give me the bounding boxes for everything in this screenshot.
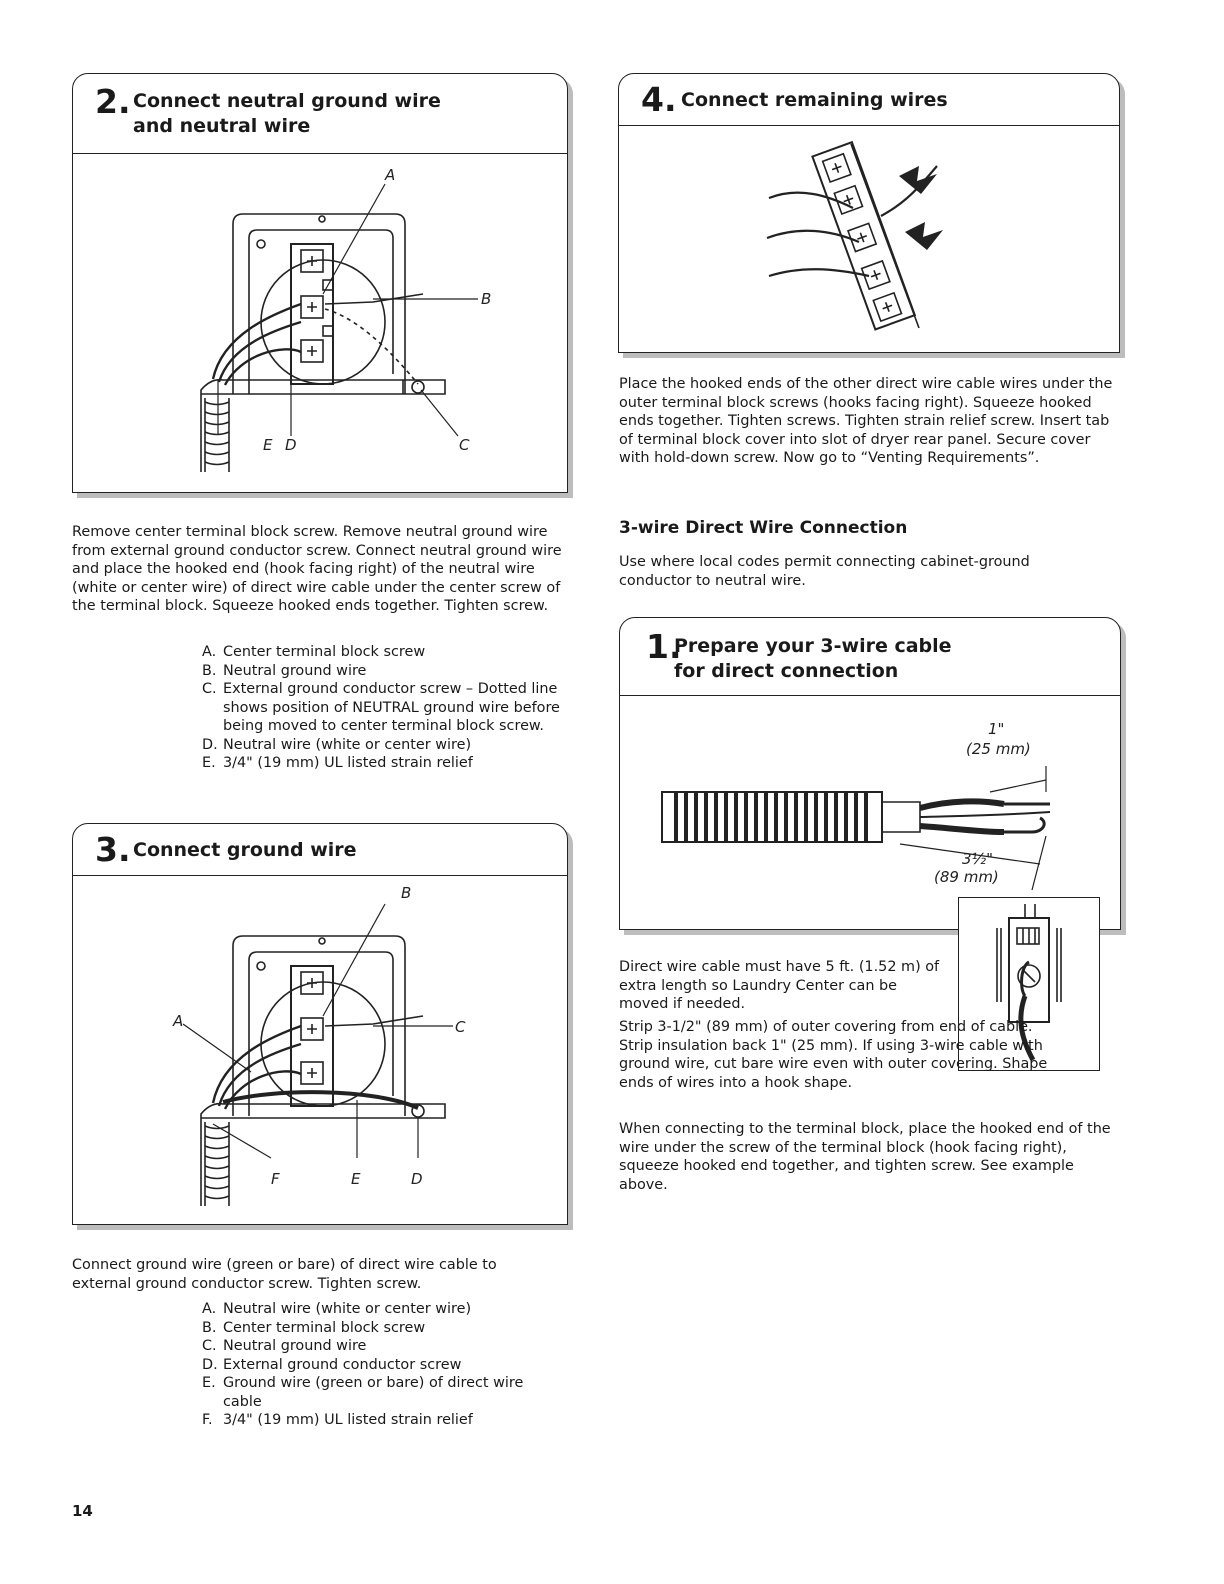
step2-header [73, 74, 567, 154]
step2-fig-label-d: D [285, 436, 297, 454]
legend-text: Neutral ground wire [223, 1338, 367, 1354]
step2-number: 2. [95, 82, 131, 121]
step3-fig-label-c: C [455, 1018, 466, 1036]
legend-item [202, 1337, 532, 1356]
legend-text: Neutral wire (white or center wire) [223, 1301, 472, 1317]
step4-panel [618, 73, 1120, 353]
legend-letter: F. [202, 1412, 213, 1428]
legend-item [202, 680, 570, 736]
step1-dim-small-in: 1" [988, 720, 1005, 738]
step3-panel [72, 823, 568, 1225]
legend-item [202, 1374, 532, 1411]
legend-text: 3/4" (19 mm) UL listed strain relief [223, 1412, 473, 1428]
legend-text: Neutral ground wire [223, 662, 367, 679]
legend-text: 3/4" (19 mm) UL listed strain relief [223, 755, 473, 771]
legend-letter: D. [202, 1356, 218, 1373]
step3-fig-label-d: D [411, 1170, 423, 1188]
step3-fig-label-e: E [351, 1170, 361, 1188]
legend-text: Center terminal block screw [223, 1319, 426, 1336]
three-wire-heading: 3-wire Direct Wire Connection [619, 518, 908, 538]
step3-body: Connect ground wire (green or bare) of direct wire cable to external ground conductor screw. Tighten screw. [72, 1257, 497, 1292]
legend-item [202, 1411, 532, 1430]
step3-legend [202, 1300, 532, 1430]
step1-header [620, 618, 1120, 696]
step3-fig-label-b: B [401, 884, 412, 902]
step3-fig-label-f: F [271, 1170, 280, 1188]
step2-panel [72, 73, 568, 493]
step2-fig-label-c: C [459, 436, 470, 454]
legend-letter: E. [202, 755, 216, 771]
step3-number: 3. [95, 830, 131, 869]
step2-fig-label-b: B [481, 290, 492, 308]
legend-letter: A. [202, 644, 217, 660]
step3-header [73, 824, 567, 876]
step3-figure [73, 876, 567, 1224]
step2-figure [73, 154, 567, 492]
legend-item [202, 736, 570, 755]
legend-item [202, 662, 570, 681]
three-wire-intro: Use where local codes permit connecting cabinet-ground conductor to neutral wire. [619, 554, 1030, 589]
step4-number: 4. [641, 80, 677, 119]
step2-title: Connect neutral ground wire and neutral wire [133, 90, 441, 137]
step3-fig-label-a: A [173, 1012, 184, 1030]
legend-item [202, 1300, 532, 1319]
step4-figure [619, 126, 1119, 352]
step1-figure [620, 696, 1120, 929]
legend-text: Neutral wire (white or center wire) [223, 736, 472, 753]
step2-body: Remove center terminal block screw. Remove neutral ground wire from external ground conductor screw. Connect neutral ground wire and place the hooked end (hook facing right) of the neutral wire (white or center wire) of direct wire cable under the center screw of the terminal block. Squeeze hooked ends together. Tighten screw. [72, 524, 562, 614]
step1-dim-large-mm: (89 mm) [934, 868, 999, 886]
legend-letter: A. [202, 1301, 217, 1317]
step2-legend [202, 643, 570, 773]
legend-letter: D. [202, 736, 218, 753]
step3-title: Connect ground wire [133, 839, 357, 861]
step1-title: Prepare your 3-wire cable for direct connection [674, 635, 952, 682]
legend-letter: C. [202, 681, 217, 697]
legend-letter: B. [202, 1319, 217, 1336]
legend-letter: B. [202, 662, 217, 679]
step1-p1: Direct wire cable must have 5 ft. (1.52 m) of extra length so Laundry Center can be moved if needed. [619, 959, 940, 1012]
legend-letter: C. [202, 1338, 217, 1354]
legend-letter: E. [202, 1375, 216, 1391]
legend-text: External ground conductor screw [223, 1356, 462, 1373]
step1-p3: When connecting to the terminal block, place the hooked end of the wire under the screw of the terminal block (hook facing right), squeeze hooked end together, and tighten screw. See example above. [619, 1121, 1111, 1193]
legend-text: Ground wire (green or bare) of direct wire cable [223, 1375, 524, 1410]
legend-item [202, 1356, 532, 1375]
step1-panel [619, 617, 1121, 930]
legend-item [202, 754, 570, 773]
step4-title: Connect remaining wires [681, 89, 948, 111]
step4-body: Place the hooked ends of the other direct wire cable wires under the outer terminal block screws (hooks facing right). Squeeze hooked ends together. Tighten screws. Tighten strain relief screw. Insert tab of terminal block cover into slot of dryer rear panel. Secure cover with hold-down screw. Now go to “Venting Requirements”. [619, 376, 1113, 466]
legend-text: Center terminal block screw [223, 644, 426, 660]
step1-dim-small-mm: (25 mm) [966, 740, 1031, 758]
legend-item [202, 1319, 532, 1338]
legend-text: External ground conductor screw – Dotted line shows position of NEUTRAL ground wire before being moved to center terminal block screw. [223, 681, 560, 734]
page-number: 14 [72, 1502, 93, 1520]
step1-number: 1. [646, 627, 682, 666]
step2-fig-label-a: A [385, 166, 396, 184]
step2-fig-label-e: E [263, 436, 273, 454]
step1-p2: Strip 3-1/2" (89 mm) of outer covering from end of cable. Strip insulation back 1" (25 mm). If using 3-wire cable with ground wire, cut bare wire even with outer covering. Shape ends of wires into a hook shape. [619, 1019, 1048, 1091]
step4-header [619, 74, 1119, 126]
legend-item [202, 643, 570, 662]
step1-dim-large-in: 3½" [962, 850, 993, 868]
